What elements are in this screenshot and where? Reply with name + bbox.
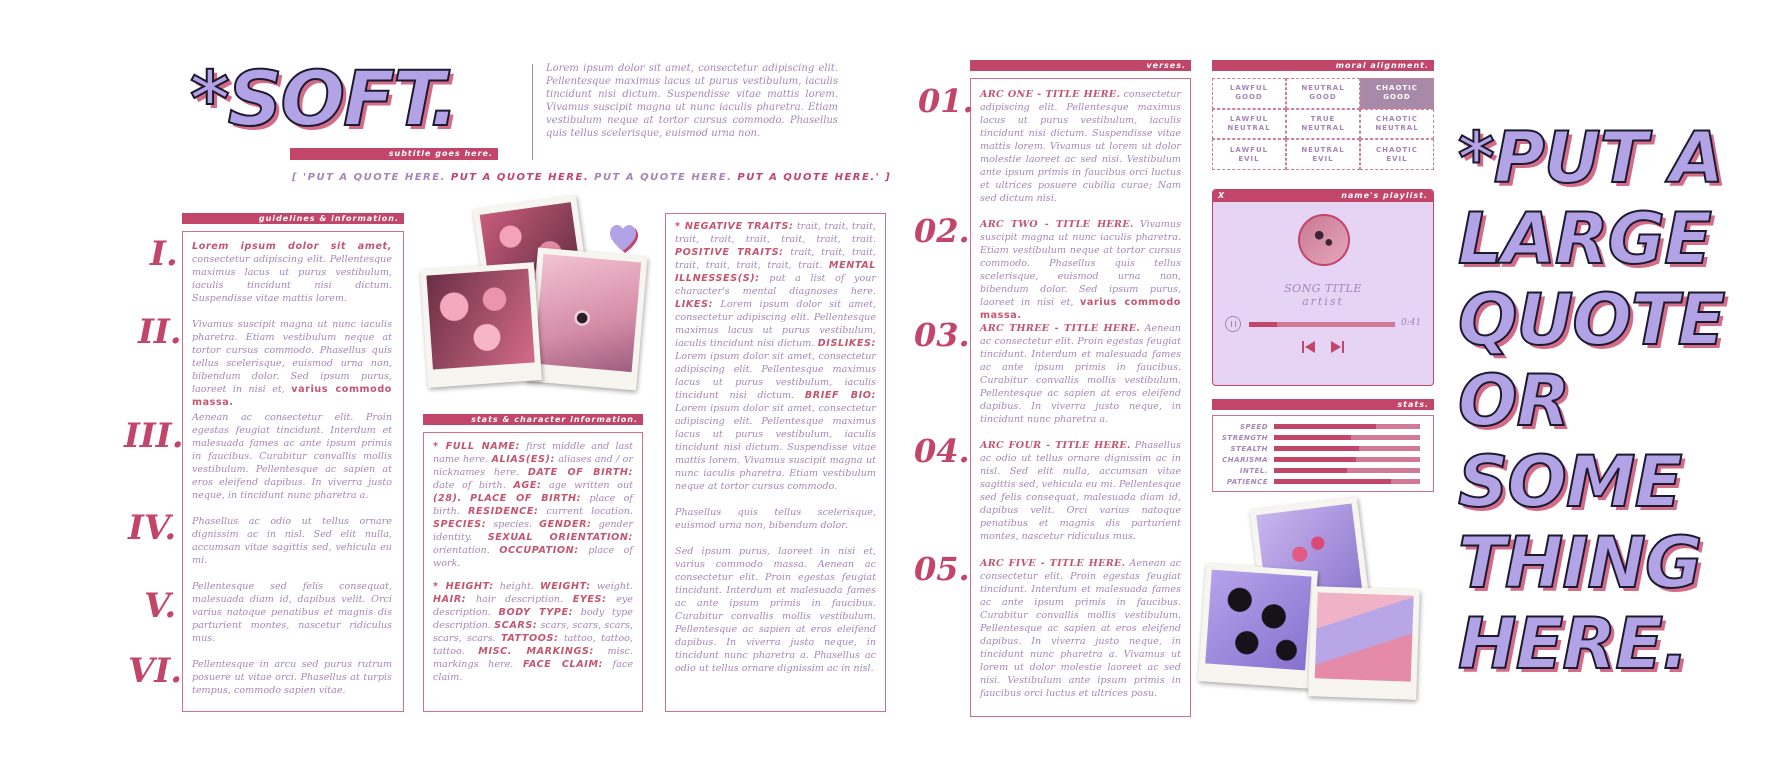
quote-line (292, 172, 891, 183)
alignment-cell-neutral-good: NEUTRAL GOOD (1286, 78, 1360, 109)
alignment-cell-chaotic-good: CHAOTIC GOOD (1360, 78, 1434, 109)
eyes: eye description. (433, 594, 633, 618)
stat-label: INTEL. (1239, 466, 1268, 475)
subtitle-bar (290, 148, 498, 160)
dislikes: Lorem ipsum dolor sit amet, consectetur adipiscing elit. Pellentesque maximus lacus ut purus vestibulum, iaculis tincidunt nisi dictum. (675, 351, 876, 401)
stat-fill (1274, 479, 1391, 484)
alignment-cell-lawful-neutral: LAWFUL NEUTRAL (1212, 109, 1286, 140)
guideline-1-lead: Lorem ipsum dolor sit amet, (192, 241, 392, 252)
stat-fill (1274, 446, 1359, 451)
guideline-1 (192, 240, 392, 305)
tattoos-label: TATTOOS: (500, 633, 559, 644)
guidelines-bar-label: guidelines & information. (258, 214, 399, 223)
stat-row (1220, 421, 1426, 432)
traits-text (675, 220, 876, 675)
photo-flowers (426, 269, 534, 370)
residence-label: RESIDENCE: (468, 506, 539, 517)
arc-4 (980, 439, 1181, 543)
arc-2-number: 02. (914, 212, 970, 250)
arc-1 (980, 88, 1181, 205)
hair: hair description. (475, 594, 564, 605)
arc-5-text: Aenean ac consectetur elit. Proin egestas feugiat tincidunt. Interdum et malesuada fames ac ante ipsum primis in faucibus. Curabitur convallis mollis vestibulum. Pellentesque ac sapien at eros eleifend dapibus. In viverra justo neque, in tincidunt nunc pharetra a. Vivamus ut lorem ut dolor molestie laoreet ac sed nisi. Vestibulum ante ipsum primis in faucibus orci luctus et ultrices posu. (980, 558, 1182, 699)
stats-bar (1212, 399, 1434, 410)
pob: place of birth. (433, 493, 633, 517)
occupation-label: OCCUPATION: (499, 545, 579, 556)
bio-label: BRIEF BIO: (804, 390, 876, 401)
full-name-label: * FULL NAME: (433, 441, 520, 452)
numeral-6: VI. (128, 651, 183, 691)
big-quote-line-4: OR (1458, 360, 1570, 442)
quote-part-4: PUT A QUOTE HERE.' ] (737, 172, 892, 183)
arc-5-number: 05. (914, 550, 970, 588)
stat-fill (1274, 424, 1376, 429)
subtitle: subtitle goes here. (388, 149, 493, 158)
eyes-label: EYES: (572, 594, 607, 605)
age-number: (28). (433, 493, 462, 504)
misc-label: MISC. MARKINGS: (478, 646, 594, 657)
numeral-3: III. (124, 416, 184, 456)
numeral-2: II. (138, 312, 182, 352)
verses-bar (970, 60, 1191, 71)
dislikes-label: DISLIKES: (817, 338, 876, 349)
playlist-bar (1213, 190, 1433, 202)
logo: *SOFT. (190, 54, 457, 143)
stat-row (1220, 454, 1426, 465)
photo-polaroid-3 (420, 262, 542, 388)
likes-label: LIKES: (675, 299, 714, 310)
arc-1-number: 01. (918, 82, 974, 120)
numeral-1: I. (150, 234, 178, 274)
arc-2-text: Vivamus suscipit magna ut nunc iaculis pharetra. Etiam vestibulum neque at tortor cursus commodo. Phasellus quis tellus scelerisque, euismod urna non, bibendum dolor. Sed ipsum purus, laoreet in nisi et, (980, 219, 1181, 308)
guideline-1-text: consectetur adipiscing elit. Pellentesque maximus lacus ut purus vestibulum, iaculis tincidunt nisi dictum. Suspendisse vitae mattis lorem. (192, 254, 392, 304)
big-quote-line-2: LARGE (1458, 198, 1711, 280)
big-quote (1458, 118, 1758, 685)
mental: put a list of your character's mental diagnoses here. (675, 273, 876, 297)
stat-row (1220, 476, 1426, 487)
arc-2-title: ARC TWO - TITLE HERE. (980, 219, 1134, 230)
aliases: aliases and / or nicknames here. (433, 454, 633, 478)
likes: Lorem ipsum dolor sit amet, consectetur adipiscing elit. Pellentesque maximus lacus ut purus vestibulum, iaculis tincidunt nisi dictum. (675, 299, 876, 349)
faceclaim: face claim. (433, 659, 633, 683)
playlist-title: name's playlist. (1341, 191, 1428, 200)
stat-fill (1274, 468, 1347, 473)
positive-traits-label: POSITIVE TRAITS: (675, 247, 784, 258)
progress-fill (1249, 322, 1277, 327)
traits-paragraph-2: Phasellus quis tellus scelerisque, euismod urna non, bibendum dolor. (675, 507, 876, 531)
stat-label: CHARISMA (1222, 455, 1268, 464)
stat-track (1274, 468, 1420, 473)
hair-label: HAIR: (433, 594, 467, 605)
gender-label: GENDER: (539, 519, 592, 530)
stat-row (1220, 465, 1426, 476)
next-icon (1329, 340, 1345, 354)
song-artist: artist (1302, 295, 1344, 308)
stat-row (1220, 432, 1426, 443)
guideline-2-tail: varius commodo massa. (192, 384, 392, 408)
tattoos: tattoo, tattoo, tattoo. (433, 633, 633, 657)
stat-fill (1274, 435, 1351, 440)
alignment-cell-chaotic-neutral: CHAOTIC NEUTRAL (1360, 109, 1434, 140)
stat-track (1274, 435, 1420, 440)
species: species. (493, 519, 533, 530)
stat-label: STEALTH (1230, 444, 1268, 453)
negative-traits: trait, trait, trait, trait, trait, trait, trait, trait, trait. (675, 221, 876, 245)
playlist-widget (1212, 189, 1434, 386)
next-button[interactable] (1329, 339, 1345, 358)
big-quote-line-3: QUOTE (1458, 279, 1725, 361)
residence: current location. (546, 506, 633, 517)
numeral-4: IV. (128, 508, 177, 548)
time-elapsed: 0:41 (1401, 318, 1422, 328)
guideline-3: Aenean ac consectetur elit. Proin egestas feugiat tincidunt. Interdum et malesuada fames ac ante ipsum primis in faucibus. Curabitur convallis mollis vestibulum. Pellentesque ac sapien at eros eleifend dapibus. In viverra justo neque, in tincidunt nunc pharetra a. (192, 412, 392, 501)
guideline-5: Pellentesque sed felis consequat, malesuada diam id, dapibus velit. Orci varius natoque penatibus et magnis dis parturient montes, nascetur ridiculus mus. (192, 581, 392, 644)
playlist-close-icon[interactable]: X (1218, 191, 1226, 200)
arc-1-text: consectetur adipiscing elit. Pellentesque maximus lacus ut purus vestibulum, iaculis tincidunt nisi dictum. Suspendisse vitae mattis lorem. Vivamus ut lorem ut dolor molestie laoreet ac sed nisi. Vestibulum ante ipsum primis in faucibus orci luctus et ultrices posuere cubilia curae; Nam sed dictum nisi. (980, 89, 1181, 204)
aliases-label: ALIAS(ES): (491, 454, 555, 465)
body-type-label: BODY TYPE: (498, 607, 574, 618)
numeral-5: V. (144, 586, 177, 626)
pause-button[interactable] (1225, 316, 1241, 332)
big-quote-line-7: HERE. (1458, 603, 1688, 685)
big-quote-line-1: *PUT A (1458, 117, 1724, 199)
alignment-grid (1212, 78, 1434, 170)
height-label: * HEIGHT: (433, 581, 494, 592)
gender: gender identity. (433, 519, 633, 543)
alignment-cell-lawful-good: LAWFUL GOOD (1212, 78, 1286, 109)
quote-part-2: PUT A QUOTE HERE. (450, 172, 590, 183)
negative-traits-label: * NEGATIVE TRAITS: (675, 221, 794, 232)
stat-label: SPEED (1239, 422, 1268, 431)
weight-label: WEIGHT: (540, 581, 591, 592)
stat-track (1274, 457, 1420, 462)
intro-text: Lorem ipsum dolor sit amet, consectetur adipiscing elit. Pellentesque maximus lacus ut purus vestibulum, iaculis tincidunt nisi dictum. Suspendisse vitae mattis lorem. Vivamus suscipit magna ut nunc iaculis pharetra. Etiam vestibulum neque at tortor cursus commodo. Phasellus quis tellus scelerisque, euismod urna non. (546, 63, 838, 139)
photo-polaroid-6 (1308, 586, 1420, 700)
stats-info-bar-label: stats & character information. (471, 415, 638, 424)
alignment-bar-label: moral alignment. (1335, 61, 1429, 70)
full-name: first middle and last name here. (433, 441, 634, 465)
arc-1-title: ARC ONE - TITLE HERE. (980, 89, 1121, 100)
age-label: AGE: (513, 480, 542, 491)
orientation-label: SEXUAL ORIENTATION: (487, 532, 633, 543)
photo-necklace (534, 254, 641, 372)
faceclaim-label: FACE CLAIM: (522, 659, 604, 670)
stat-track (1274, 424, 1420, 429)
header-divider (532, 64, 533, 160)
scars: scars, scars, scars, scars, scars. (433, 620, 633, 644)
species-label: SPECIES: (433, 519, 487, 530)
stat-track (1274, 446, 1420, 451)
bio: Lorem ipsum dolor sit amet, consectetur adipiscing elit. Pellentesque maximus lacus ut purus vestibulum, iaculis tincidunt nisi dictum. Suspendisse vitae mattis lorem. Vivamus suscipit magna ut nunc iaculis pharetra. Etiam vestibulum neque at tortor cursus commodo. (675, 403, 876, 492)
orientation: orientation. (433, 545, 490, 556)
arc-2 (980, 218, 1181, 322)
previous-button[interactable] (1301, 339, 1317, 358)
character-info (433, 440, 633, 684)
occupation: place of work. (433, 545, 633, 569)
arc-4-number: 04. (914, 432, 970, 470)
arc-5 (980, 557, 1181, 700)
guidelines-bar (182, 213, 404, 224)
dob: date of birth. (433, 480, 506, 491)
guideline-6: Pellentesque in arcu sed purus rutrum posuere ut vitae orci. Phasellus at turpis tempus, commodo sapien vitae. (192, 659, 392, 696)
stat-track (1274, 479, 1420, 484)
positive-traits: trait, trait, trait, trait, trait, trait, trait, trait. (675, 247, 876, 271)
photo-polaroid-2 (526, 247, 647, 390)
stats-list (1220, 421, 1426, 487)
stat-fill (1274, 457, 1356, 462)
stat-label: PATIENCE (1226, 477, 1268, 486)
guideline-2-text: Vivamus suscipit magna ut nunc iaculis pharetra. Etiam vestibulum neque at tortor cursus commodo. Phasellus quis tellus scelerisque, euismod urna non, bibendum dolor. Sed ipsum purus, laoreet in nisi et, (192, 319, 392, 395)
photo-dark-leaves (1205, 570, 1311, 671)
previous-icon (1301, 340, 1317, 354)
height: height. (499, 581, 534, 592)
photo-polaroid-5 (1198, 563, 1318, 689)
arc-2-tail: varius commodo massa. (980, 297, 1181, 321)
heart-icon (606, 220, 640, 258)
guideline-2 (192, 318, 392, 409)
song-title: SONG TITLE (1284, 282, 1362, 295)
arc-5-title: ARC FIVE - TITLE HERE. (980, 558, 1126, 569)
weight: weight. (596, 581, 633, 592)
arc-3 (980, 322, 1181, 426)
quote-part-1: [ 'PUT A QUOTE HERE. (292, 172, 446, 183)
mental-label: MENTAL ILLNESSES(S): (675, 260, 876, 284)
pob-label: PLACE OF BIRTH: (470, 493, 582, 504)
stat-label: STRENGTH (1221, 433, 1268, 442)
alignment-cell-true-neutral: TRUE NEUTRAL (1286, 109, 1360, 140)
arc-4-title: ARC FOUR - TITLE HERE. (980, 440, 1131, 451)
progress-track[interactable] (1249, 322, 1395, 327)
body-type: body type description. (433, 607, 633, 631)
arc-3-number: 03. (914, 316, 970, 354)
alignment-cell-lawful-evil: LAWFUL EVIL (1212, 139, 1286, 170)
arc-3-text: Aenean ac consectetur elit. Proin egestas feugiat tincidunt. Interdum et malesuada fames ac ante ipsum primis in faucibus. Curabitur convallis mollis vestibulum. Pellentesque ac sapien at eros eleifend dapibus. In viverra justo neque, in tincidunt nunc pharetra a. (980, 323, 1181, 425)
alignment-bar (1212, 60, 1434, 71)
alignment-cell-chaotic-evil: CHAOTIC EVIL (1360, 139, 1434, 170)
album-art (1298, 214, 1350, 266)
big-quote-line-5: SOME (1458, 441, 1682, 523)
arc-4-text: Phasellus ac odio ut tellus ornare dignissim ac in nisl. Sed elit nulla, accumsan vitae sagittis sed, vehicula eu mi. Pellentesque sed felis consequat, malesuada diam id, dapibus velit. Orci varius natoque penatibus et magnis dis parturient montes, nascetur ridiculus mus. (980, 440, 1181, 542)
misc: misc. markings here. (433, 646, 633, 670)
guideline-4: Phasellus ac odio ut tellus ornare dignissim ac in nisl. Sed elit nulla, accumsan vitae sagittis sed, vehicula eu mi. (192, 516, 392, 566)
dob-label: DATE OF BIRTH: (527, 467, 634, 478)
pause-icon (1231, 321, 1236, 327)
stats-bar-label: stats. (1397, 400, 1429, 409)
big-quote-line-6: THING (1458, 522, 1702, 604)
alignment-cell-neutral-evil: NEUTRAL EVIL (1286, 139, 1360, 170)
traits-paragraph-3: Sed ipsum purus, laoreet in nisi et, varius commodo massa. Aenean ac consectetur elit. Proin egestas feugiat tincidunt. Interdum et malesuada fames ac ante ipsum primis in faucibus. Curabitur convallis mollis vestibulum. Pellentesque ac sapien at eros eleifend dapibus. In viverra justo neque, in tincidunt nunc pharetra a. Phasellus ac odio ut tellus ornare dignissim ac in nisl. (675, 546, 876, 674)
stat-row (1220, 443, 1426, 454)
quote-part-3: PUT A QUOTE HERE. (594, 172, 733, 183)
photo-pink-scene (1315, 592, 1414, 681)
verses-bar-label: verses. (1146, 61, 1186, 70)
scars-label: SCARS: (494, 620, 538, 631)
arc-3-title: ARC THREE - TITLE HERE. (980, 323, 1141, 334)
stats-info-bar (423, 414, 643, 425)
age: age written out (549, 480, 633, 491)
